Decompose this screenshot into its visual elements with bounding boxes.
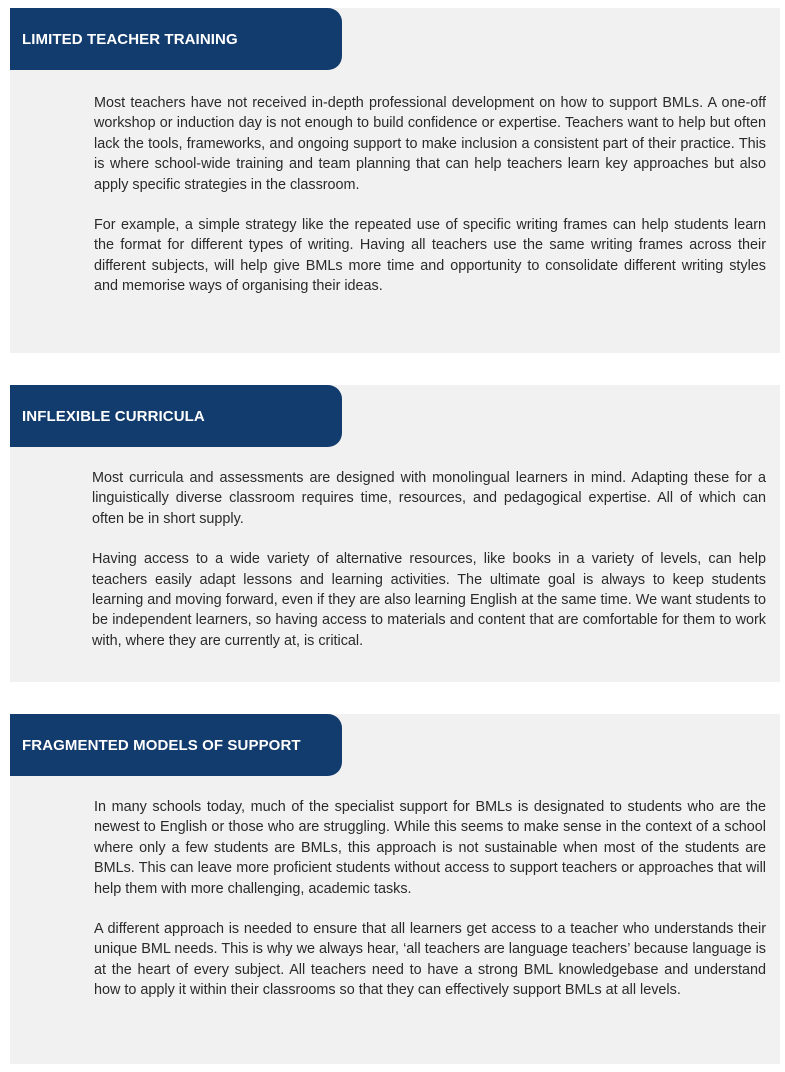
section-body <box>94 797 766 1001</box>
section-heading: FRAGMENTED MODELS OF SUPPORT <box>10 714 342 776</box>
section-body <box>94 93 766 297</box>
paragraph: Having access to a wide variety of alternative resources, like books in a variety of levels, can help teachers easily adapt lessons and learning activities. The ultimate goal is always to keep students learning and moving forward, even if they are also learning English at the same time. We want students to be independent learners, so having access to materials and content that are comfortable for them to work with, where they are currently at, is critical. <box>92 551 766 649</box>
section-heading: LIMITED TEACHER TRAINING <box>10 8 342 70</box>
section-heading: INFLEXIBLE CURRICULA <box>10 385 342 447</box>
section-fragmented-models-of-support <box>10 714 780 1064</box>
section-body <box>92 468 766 651</box>
paragraph: Most teachers have not received in-depth professional development on how to support BMLs. A one-off workshop or induction day is not enough to build confidence or expertise. Teachers want to help but often lack the tools, frameworks, and ongoing support to make inclusion a consistent part of their practice. This is where school-wide training and team planning that can help teachers learn key approaches but also apply specific strategies in the classroom. <box>94 95 766 193</box>
section-inflexible-curricula <box>10 385 780 682</box>
paragraph: In many schools today, much of the specialist support for BMLs is designated to students who are the newest to English or those who are struggling. While this seems to make sense in the context of a school where only a few students are BMLs, this approach is not sustainable when most of the students are BMLs. This can leave more proficient students without access to support teachers or approaches that will help them with more challenging, academic tasks. <box>94 799 766 897</box>
section-limited-teacher-training <box>10 8 780 353</box>
paragraph: A different approach is needed to ensure that all learners get access to a teacher who understands their unique BML needs. This is why we always hear, ‘all teachers are language teachers’ because language is at the heart of every subject. All teachers need to have a strong BML knowledgebase and understand how to apply it within their classrooms so that they can effectively support BMLs at all levels. <box>94 921 766 999</box>
paragraph: For example, a simple strategy like the repeated use of specific writing frames can help students learn the format for different types of writing. Having all teachers use the same writing frames across their different subjects, will help give BMLs more time and opportunity to consolidate different writing styles and memorise ways of organising their ideas. <box>94 217 766 295</box>
paragraph: Most curricula and assessments are designed with monolingual learners in mind. Adapting these for a linguistically diverse classroom requires time, resources, and pedagogical expertise. All of which can often be in short supply. <box>92 470 766 527</box>
